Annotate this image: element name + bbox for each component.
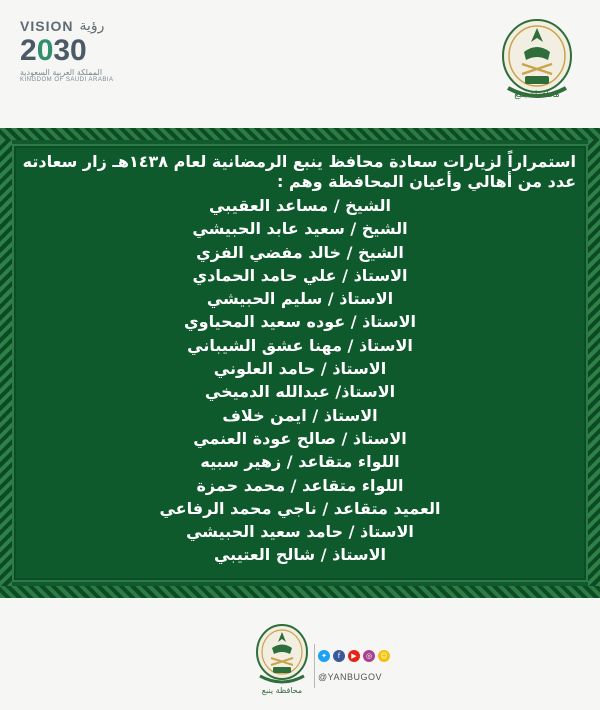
facebook-icon[interactable]: f — [333, 650, 345, 662]
footer — [0, 598, 600, 710]
content-frame — [0, 128, 600, 598]
vision-year: 2030 — [20, 34, 87, 67]
header — [0, 0, 600, 128]
youtube-icon[interactable]: ▶ — [348, 650, 360, 662]
social-handle[interactable]: @YANBUGOV — [318, 672, 382, 682]
snapchat-icon[interactable]: ☺ — [378, 650, 390, 662]
vision-2030-logo — [20, 18, 130, 88]
list-item: الشيخ / مساعد العقيبي — [208, 196, 392, 215]
list-item: الاستاذ / حامد العلوني — [213, 359, 387, 379]
list-item: الاستاذ / صالح عودة العنمي — [193, 428, 407, 448]
vision-arabic: رؤية — [79, 18, 105, 34]
governorate-emblem-icon — [250, 618, 314, 694]
list-item: الشيخ / خالد مفضي الفزي — [196, 242, 404, 262]
vision-word: VISION — [20, 18, 74, 34]
social-icons — [318, 650, 390, 662]
list-item: اللواء متقاعد / زهير سبيه — [200, 452, 400, 472]
list-item: الاستاذ / عوده سعيد المحياوي — [183, 312, 417, 332]
list-item: العميد متقاعد / ناجي محمد الرفاعي — [159, 498, 441, 518]
list-item: الاستاذ / شالح العتيبي — [213, 545, 387, 565]
list-item: الشيخ / سعيد عابد الحبيشي — [192, 219, 408, 239]
twitter-icon[interactable]: ✦ — [318, 650, 330, 662]
emblem-caption: محافظة ينبع — [261, 686, 303, 695]
list-item: اللواء متقاعد / محمد حمزة — [196, 475, 404, 495]
intro-paragraph: استمراراً لزيارات سعادة محافظ ينبع الرمضانية لعام ١٤٣٨هـ زار سعادته عدد من أهالي وأعيان المحافظة وهم : — [22, 152, 576, 191]
frame-border-left — [0, 140, 12, 586]
kingdom-arabic: المملكة العربية السعودية — [20, 68, 103, 77]
list-item: الاستاذ/ عبدالله الدميخي — [204, 382, 396, 402]
footer-divider — [314, 644, 315, 688]
list-item: الاستاذ / حامد سعيد الحبيشي — [186, 522, 414, 542]
emblem-caption: محافظة ينبع — [514, 90, 560, 100]
list-item: الاستاذ / سليم الحبيشي — [206, 289, 394, 309]
announcement-text — [20, 152, 580, 582]
list-item: الاستاذ / مهنا عشق الشيباني — [187, 335, 413, 355]
kingdom-english: KINGDOM OF SAUDI ARABIA — [20, 77, 114, 83]
frame-border-right — [588, 140, 600, 586]
list-item: الاستاذ / علي حامد الحمادي — [192, 265, 408, 285]
list-item: الاستاذ / ايمن خلاف — [222, 405, 378, 425]
instagram-icon[interactable]: ◎ — [363, 650, 375, 662]
visited-names-list — [20, 194, 580, 567]
